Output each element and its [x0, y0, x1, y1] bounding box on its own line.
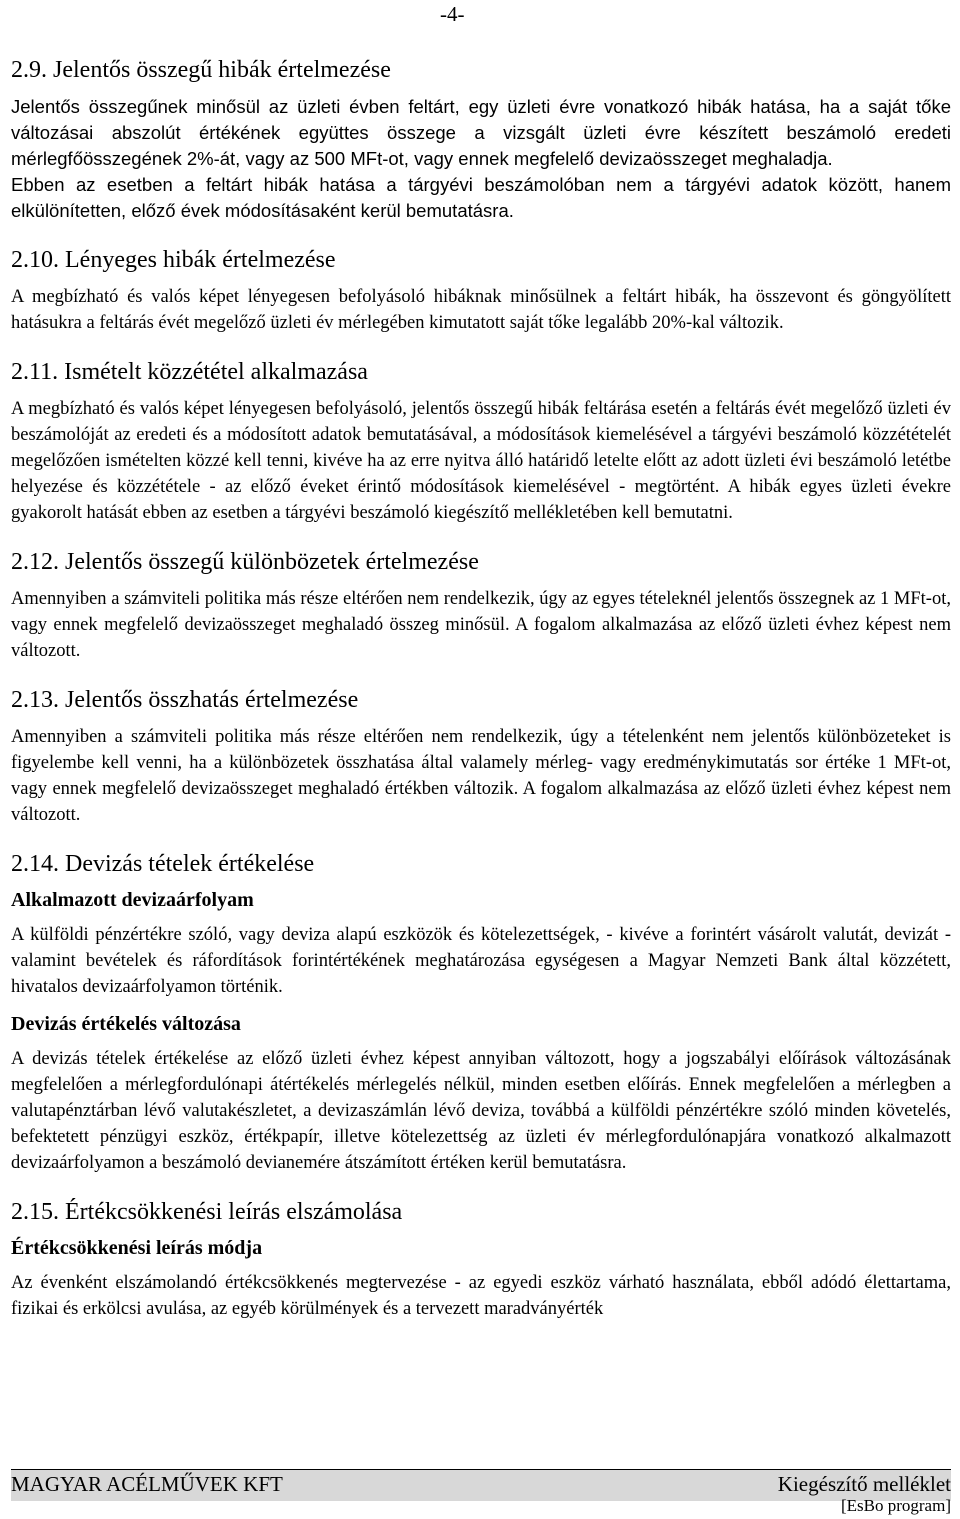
- section-title-2-9: 2.9. Jelentős összegű hibák értelmezése: [11, 57, 391, 83]
- section-title-2-14: 2.14. Devizás tételek értékelése: [11, 851, 315, 877]
- section-title-2-10: 2.10. Lényeges hibák értelmezése: [11, 247, 336, 273]
- page-number: -4-: [440, 2, 465, 26]
- paragraph-2-14-2: A devizás tételek értékelése az előző üzleti évhez képest annyiban változott, hogy a jogszabályi előírások változásának megfelelően a mérlegfordulónapi átértékelés mérlegelés nélkül, minden esetben előírás. Ennek megfelelően a mérlegben a valutapénztárban lévő valutakészletet, a devizaszámlán lévő deviza, továbbá a külföldi pénzértékre szóló minden követelés, befektetett pénzügyi eszköz, értékpapír, illetve kötelezettség az üzleti év mérlegfordulónapjára vonatkozó alkalmazott devizaárfolyamon a beszámoló devianemére átszámított értéken kerül bemutatásra.: [11, 1049, 951, 1173]
- section-title-2-11: 2.11. Ismételt közzététel alkalmazása: [11, 359, 368, 385]
- footer-company: MAGYAR ACÉLMŰVEK KFT: [11, 1472, 283, 1496]
- paragraph-2-15-1: Az évenként elszámolandó értékcsökkenés megtervezése - az egyedi eszköz várható használata, ebből adódó élettartama, fizikai és erkölcsi avulása, az egyéb körülmények és a tervezett maradványérték: [11, 1273, 951, 1319]
- paragraph-2-9-2: Ebben az esetben a feltárt hibák hatása a tárgyévi beszámolóban nem a tárgyévi adatok között, hanem elkülönítetten, előző évek módosításaként kerül bemutatásra.: [11, 174, 951, 221]
- paragraph-2-9-1: Jelentős összegűnek minősül az üzleti évben feltárt, egy üzleti évre vonatkozó hibák hatása, ha a saját tőke változásai abszolút értékének együttes összege a vizsgált üzleti évre készített beszámoló eredeti mérlegfőösszegének 2%-át, vagy az 500 MFt-ot, vagy ennek megfelelő devizaösszeget meghaladja.: [11, 96, 951, 169]
- subtitle-alkalmazott-devizaarfolyam: Alkalmazott devizaárfolyam: [11, 889, 254, 911]
- paragraph-2-13-1: Amennyiben a számviteli politika más része eltérően nem rendelkezik, úgy a tételenként nem jelentős különbözeteket is figyelembe kell venni, ha a különbözetek összhatása által valamely mérleg- vagy eredménykimutatás sor értéke 1 MFt-ot, vagy ennek megfelelő devizaösszeget meghaladó értékben változik. A fogalom alkalmazása az előző üzleti évhez képest nem változott.: [11, 727, 951, 825]
- paragraph-2-11-1: A megbízható és valós képet lényegesen befolyásoló, jelentős összegű hibák feltárása esetén a feltárás évét megelőző üzleti év beszámolóját az eredeti és a módosított adatok bemutatásával, a módosítások kiemelésével a tárgyévi beszámoló közzétételét megelőzően ismételten közzé kell tenni, kivéve ha az erre nyitva álló határidő letelte előtt az adott üzleti évi beszámoló letétbe helyezése és közzététele - az előző éveket érintő módosítások kiemelésével - megtörtént. A hibák egyes üzleti évekre gyakorolt hatását ebben az esetben a tárgyévi beszámoló kiegészítő mellékletében kell bemutatni.: [11, 399, 951, 523]
- section-title-2-15: 2.15. Értékcsökkenési leírás elszámolása: [11, 1199, 403, 1225]
- paragraph-2-10-1: A megbízható és valós képet lényegesen befolyásoló hibáknak minősülnek a feltárt hibák, ha összevont és göngyölített hatásukra a feltárás évét megelőző üzleti év mérlegében kimutatott saját tőke legalább 20%-kal változik.: [11, 287, 951, 333]
- paragraph-2-14-1: A külföldi pénzértékre szóló, vagy deviza alapú eszközök és kötelezettségek, - kivéve a forintért vásárolt valutát, devizát - valamint bevételek és ráfordítások forintértékének meghatározása egységesen a Magyar Nemzeti Bank által közzétett, hivatalos devizaárfolyamon történik.: [11, 925, 951, 997]
- page-footer: [11, 1469, 951, 1501]
- section-title-2-13: 2.13. Jelentős összhatás értelmezése: [11, 687, 359, 713]
- document-body: [11, 54, 951, 1322]
- footer-program: [EsBo program]: [840, 1496, 951, 1515]
- section-title-2-12: 2.12. Jelentős összegű különbözetek értelmezése: [11, 549, 479, 575]
- subtitle-devizas-ertekeles-valtozasa: Devizás értékelés változása: [11, 1013, 241, 1035]
- subtitle-ertekcsokkenesi-leiras-modja: Értékcsökkenési leírás módja: [11, 1237, 263, 1259]
- paragraph-2-12-1: Amennyiben a számviteli politika más része eltérően nem rendelkezik, úgy az egyes tételeknél jelentős összegnek az 1 MFt-ot, vagy ennek megfelelő devizaösszeget meghaladó összeg minősül. A fogalom alkalmazása az előző üzleti évhez képest nem változott.: [11, 589, 951, 661]
- footer-doc-type: Kiegészítő melléklet: [777, 1472, 951, 1496]
